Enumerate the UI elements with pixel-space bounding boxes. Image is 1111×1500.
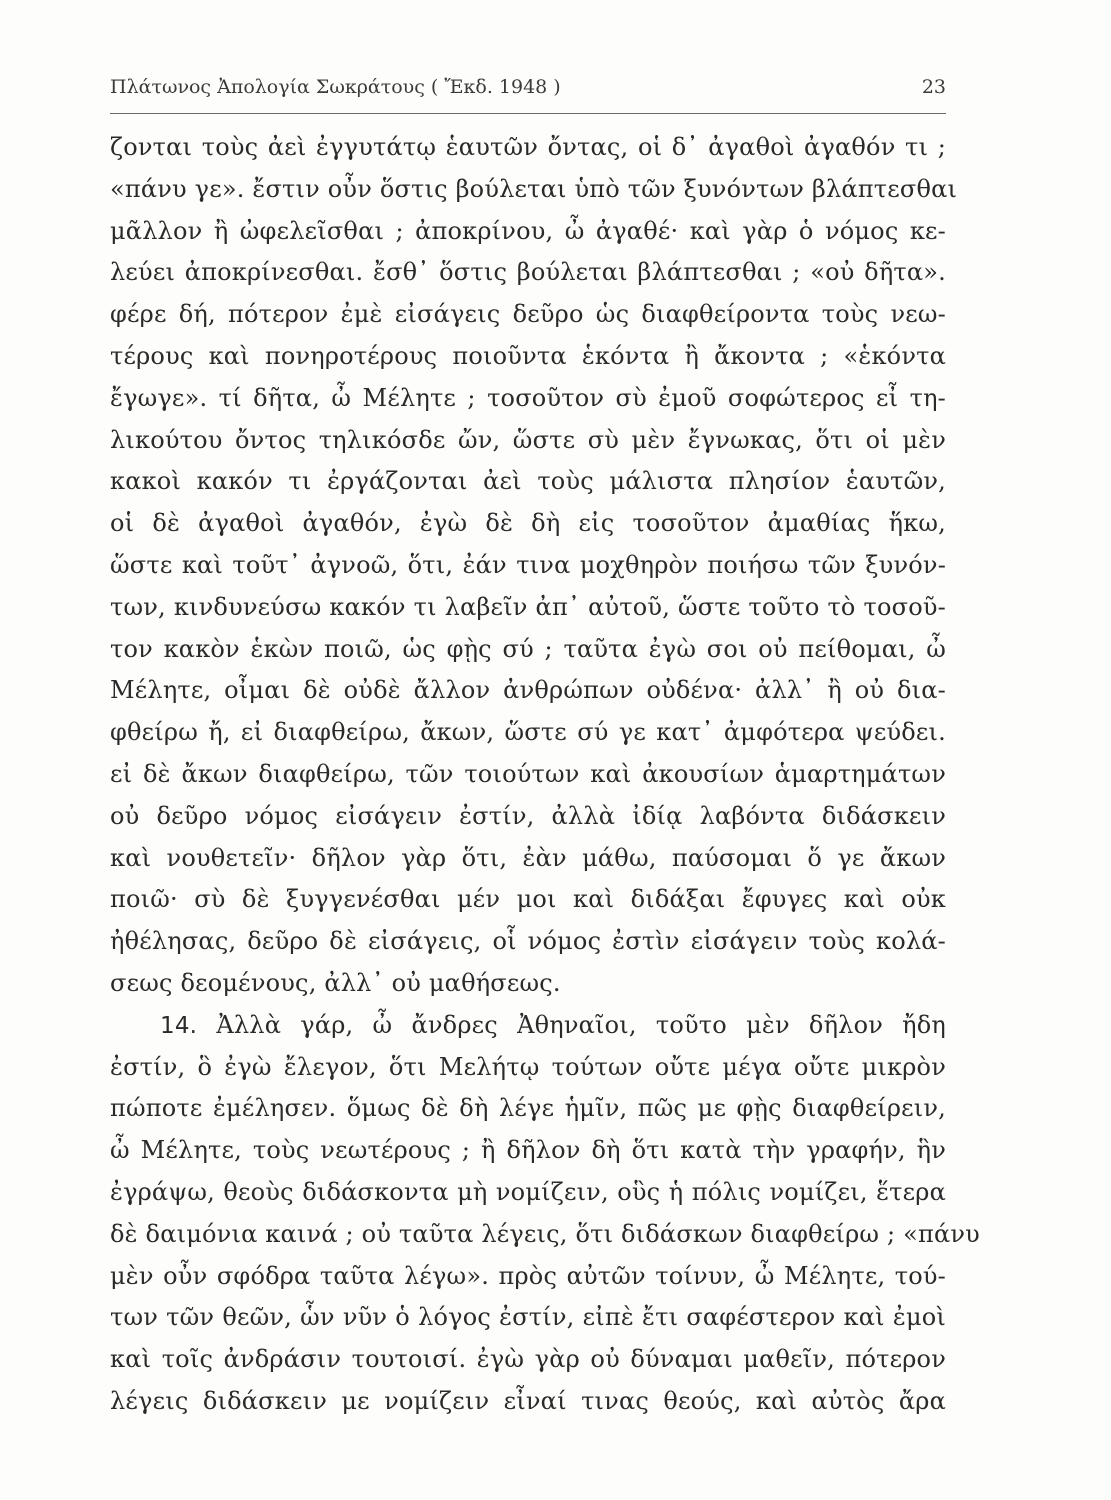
text-line: λικούτου ὄντος τηλικόσδε ὤν, ὥστε σὺ μὲν ἔγνωκας, ὅτι οἱ μὲν [110,425,946,454]
text-line: φθείρω ἤ, εἰ διαφθείρω, ἄκων, ὥστε σύ γε κατ᾿ ἀμφότερα ψεύδει. [110,718,946,747]
text-line: πώποτε ἐμέλησεν. ὅμως δὲ δὴ λέγε ἡμῖν, πῶς με φῂς διαφθείρειν, [110,1094,946,1123]
text-line: οὐ δεῦρο νόμος εἰσάγειν ἐστίν, ἀλλὰ ἰδίᾳ λαβόντα διδάσκειν [110,801,946,830]
text-line: τέρους καὶ πονηροτέρους ποιοῦντα ἑκόντα ἢ ἄκοντα ; «ἑκόντα [110,341,946,370]
section-first-line [110,1005,946,1047]
text-line: ὥστε καὶ τοῦτ᾿ ἀγνοῶ, ὅτι, ἐάν τινα μοχθηρὸν ποιήσω τῶν ξυνόν- [110,550,946,579]
text-line: Μέλητε, οἶμαι δὲ οὐδὲ ἄλλον ἀνθρώπων οὐδένα· ἀλλ᾿ ἢ οὐ δια- [110,676,946,705]
text-line: εἰ δὲ ἄκων διαφθείρω, τῶν τοιούτων καὶ ἀκουσίων ἁμαρτημάτων [110,759,946,788]
running-head [110,76,946,106]
body-text [110,127,980,1423]
text-line: κακοὶ κακόν τι ἐργάζονται ἀεὶ τοὺς μάλιστα πλησίον ἑαυτῶν, [110,467,946,496]
text-line: των, κινδυνεύσω κακόν τι λαβεῖν ἀπ᾿ αὐτοῦ, ὥστε τοῦτο τὸ τοσοῦ- [110,592,946,621]
text-line: μᾶλλον ἢ ὠφελεῖσθαι ; ἀποκρίνου, ὦ ἀγαθέ· καὶ γὰρ ὁ νόμος κε- [110,216,946,245]
text-line: ὦ Μέλητε, τοὺς νεωτέρους ; ἢ δῆλον δὴ ὅτι κατὰ τὴν γραφήν, ἣν [110,1136,946,1165]
text-line: οἱ δὲ ἀγαθοὶ ἀγαθόν, ἐγὼ δὲ δὴ εἰς τοσοῦτον ἀμαθίας ἥκω, [110,509,946,538]
text-line: ποιῶ· σὺ δὲ ξυγγενέσθαι μέν μοι καὶ διδάξαι ἔφυγες καὶ οὐκ [110,885,946,914]
text-line: ἠθέλησας, δεῦρο δὲ εἰσάγεις, οἷ νόμος ἐστὶν εἰσάγειν τοὺς κολά- [110,927,946,956]
text-line: ἐστίν, ὃ ἐγὼ ἔλεγον, ὅτι Μελήτῳ τούτων οὔτε μέγα οὔτε μικρὸν [110,1052,946,1081]
running-title: Πλάτωνος Ἀπολογία Σωκράτους ( Ἔκδ. 1948 ) [110,76,561,98]
page-number: 23 [921,76,946,98]
text-line: σεως δεομένους, ἀλλ᾿ οὐ μαθήσεως. [110,968,561,997]
text-line: ἔγωγε». τί δῆτα, ὦ Μέλητε ; τοσοῦτον σὺ ἐμοῦ σοφώτερος εἶ τη- [110,383,946,412]
section-number: 14. [160,1012,198,1039]
text-line: «πάνυ γε». ἔστιν οὖν ὅστις βούλεται ὑπὸ τῶν ξυνόντων βλάπτεσθαι [110,174,958,203]
text-line: λεύει ἀποκρίνεσθαι. ἔσθ᾿ ὅστις βούλεται βλάπτεσθαι ; «οὐ δῆτα». [110,258,946,287]
text-line: καὶ νουθετεῖν· δῆλον γὰρ ὅτι, ἐὰν μάθω, παύσομαι ὅ γε ἄκων [110,843,946,872]
text-line: καὶ τοῖς ἀνδράσιν τουτοισί. ἐγὼ γὰρ οὐ δύναμαι μαθεῖν, πότερον [110,1345,946,1374]
text-line: τον κακὸν ἑκὼν ποιῶ, ὡς φῂς σύ ; ταῦτα ἐγὼ σοι οὐ πείθομαι, ὦ [110,634,946,663]
header-rule [110,113,946,114]
text-line: δὲ δαιμόνια καινά ; οὐ ταῦτα λέγεις, ὅτι διδάσκων διαφθείρω ; «πάνυ [110,1219,980,1248]
text-line: ζονται τοὺς ἀεὶ ἐγγυτάτῳ ἑαυτῶν ὄντας, οἱ δ᾿ ἀγαθοὶ ἀγαθόν τι ; [110,133,946,161]
section-opening-text: Ἀλλὰ γάρ, ὦ ἄνδρες Ἀθηναῖοι, τοῦτο μὲν δῆλον ἤδη [216,1010,946,1039]
text-line: ἐγράψω, θεοὺς διδάσκοντα μὴ νομίζειν, οὓς ἡ πόλις νομίζει, ἕτερα [110,1177,946,1206]
text-line: λέγεις διδάσκειν με νομίζειν εἶναί τινας θεούς, καὶ αὐτὸς ἄρα [110,1386,946,1415]
text-line: των τῶν θεῶν, ὧν νῦν ὁ λόγος ἐστίν, εἰπὲ ἔτι σαφέστερον καὶ ἐμοὶ [110,1303,946,1332]
text-line: μὲν οὖν σφόδρα ταῦτα λέγω». πρὸς αὐτῶν τοίνυν, ὦ Μέλητε, τού- [110,1261,946,1290]
text-line: φέρε δή, πότερον ἐμὲ εἰσάγεις δεῦρο ὡς διαφθείροντα τοὺς νεω- [110,300,946,329]
